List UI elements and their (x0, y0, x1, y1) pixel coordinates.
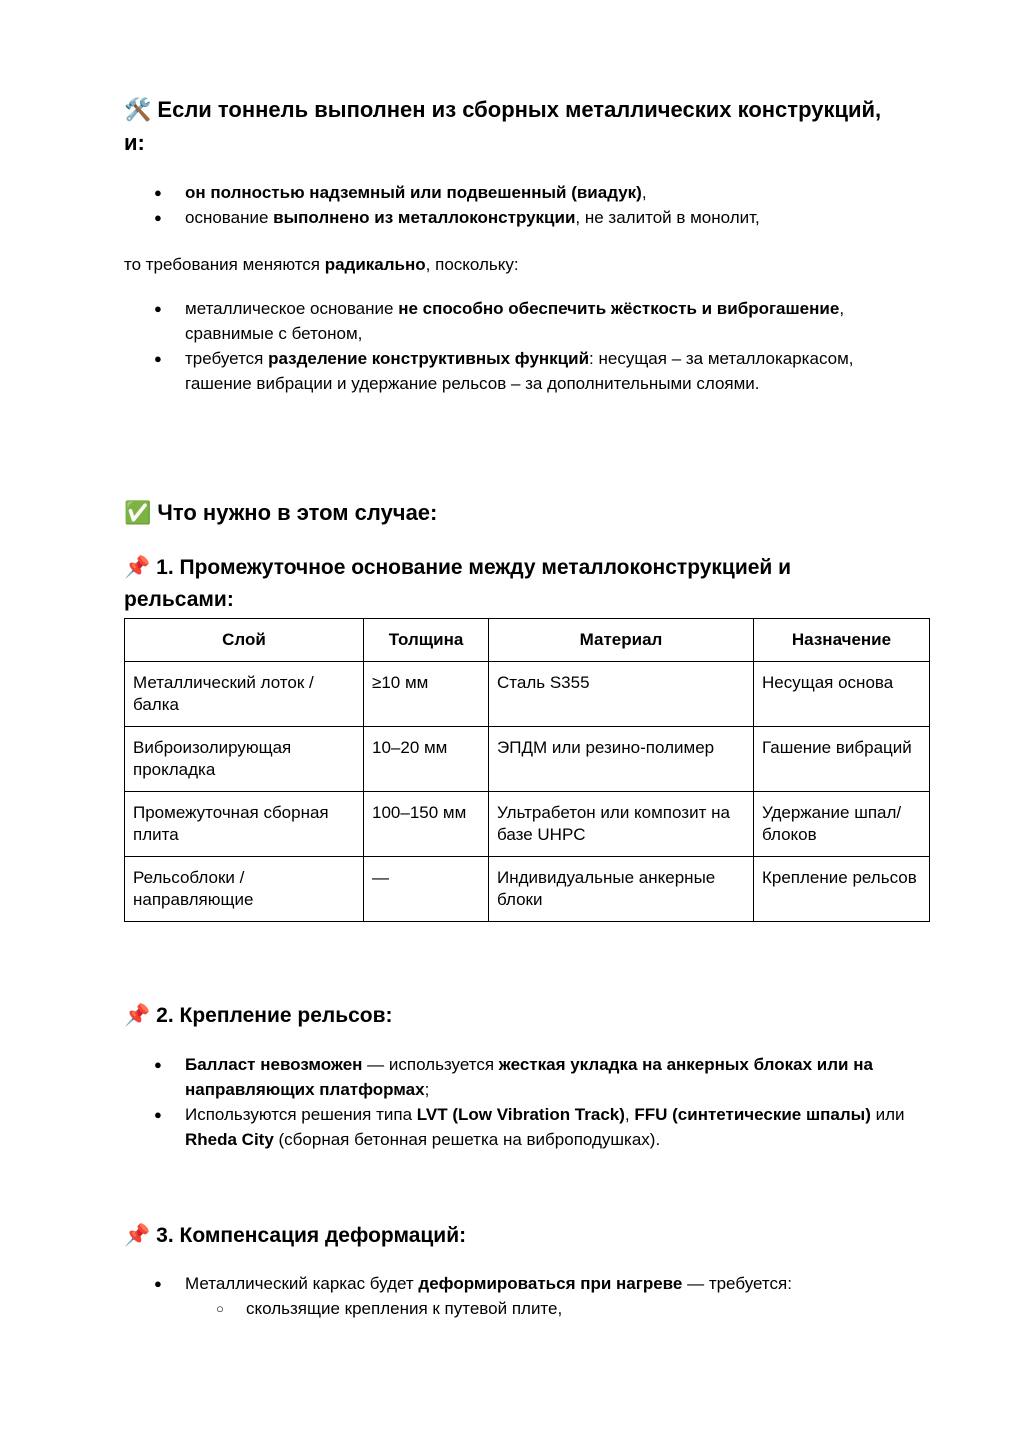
hammer-and-wrench-icon: 🛠️ (124, 98, 152, 123)
list-item: ○ скользящие крепления к путевой плите, (124, 1296, 930, 1321)
table-cell: Сталь S355 (489, 662, 754, 727)
table-cell: — (364, 857, 489, 922)
list-item: ● Металлический каркас будет деформироваться при нагреве — требуется: (124, 1271, 930, 1296)
bullet-icon: ● (154, 1276, 162, 1291)
table-cell: Промежуточная сборная плита (125, 792, 364, 857)
table-cell: Несущая основа (754, 662, 930, 727)
heading-rail-fastening: 📌 2. Крепление рельсов: (124, 1003, 393, 1027)
list-item: ● требуется разделение конструктивных функций: несущая – за металлокаркасом, гашение вибрации и удержание рельсов – за дополнительными слоями. (124, 346, 924, 396)
table-row (125, 792, 930, 857)
reasons-list (124, 296, 924, 396)
table-cell: Металлический лоток / балка (125, 662, 364, 727)
heading-deformation: 📌 3. Компенсация деформаций: (124, 1223, 467, 1247)
table-cell: Рельсоблоки / направляющие (125, 857, 364, 922)
table-cell: 100–150 мм (364, 792, 489, 857)
heading-intermediate-base: 📌 1. Промежуточное основание между металлоконструкцией и рельсами: (124, 555, 792, 611)
table-cell: Виброизолирующая прокладка (125, 727, 364, 792)
table-cell: Ультрабетон или композит на базе UHPC (489, 792, 754, 857)
table-cell: ЭПДМ или резино-полимер (489, 727, 754, 792)
table-cell: Крепление рельсов (754, 857, 930, 922)
conditions-list (124, 180, 930, 230)
list-item: ● он полностью надземный или подвешенный (виадук), (124, 180, 930, 205)
list-item: ● основание выполнено из металлоконструкции, не залитой в монолит, (124, 205, 930, 230)
table-row (125, 857, 930, 922)
list-item: ● Используются решения типа LVT (Low Vibration Track), FFU (синтетические шпалы) или Rheda City (сборная бетонная решетка на виброподушках). (124, 1102, 930, 1152)
layers-table (124, 618, 930, 922)
check-mark-icon: ✅ (124, 501, 152, 526)
table-cell: 10–20 мм (364, 727, 489, 792)
list-item: ● Балласт невозможен — используется жесткая укладка на анкерных блоках или на направляющих платформах; (124, 1052, 930, 1102)
bullet-icon: ● (154, 1057, 162, 1072)
fastening-list (124, 1052, 930, 1152)
table-cell: Индивидуальные анкерные блоки (489, 857, 754, 922)
heading-metal-tunnel: 🛠️ Если тоннель выполнен из сборных металлических конструкций, и: (124, 97, 882, 155)
column-header: Толщина (364, 619, 489, 662)
deformation-list (124, 1271, 930, 1296)
bullet-icon: ● (154, 1107, 162, 1122)
table-cell: Удержание шпал/блоков (754, 792, 930, 857)
bullet-icon: ● (154, 210, 162, 225)
table-row (125, 662, 930, 727)
circle-bullet-icon: ○ (216, 1301, 224, 1316)
column-header: Материал (489, 619, 754, 662)
pushpin-icon: 📌 (124, 1223, 151, 1247)
pushpin-icon: 📌 (124, 1003, 151, 1027)
table-cell: ≥10 мм (364, 662, 489, 727)
list-item: ● металлическое основание не способно обеспечить жёсткость и виброгашение, сравнимые с бетоном, (124, 296, 924, 346)
pushpin-icon: 📌 (124, 555, 151, 579)
deformation-sublist (124, 1296, 930, 1321)
paragraph-requirements: то требования меняются радикально, поскольку: (124, 255, 519, 274)
table-row (125, 727, 930, 792)
table-cell: Гашение вибраций (754, 727, 930, 792)
bullet-icon: ● (154, 301, 162, 316)
bullet-icon: ● (154, 185, 162, 200)
column-header: Назначение (754, 619, 930, 662)
column-header: Слой (125, 619, 364, 662)
heading-what-needed: ✅ Что нужно в этом случае: (124, 500, 438, 526)
bullet-icon: ● (154, 351, 162, 366)
table-header-row (125, 619, 930, 662)
